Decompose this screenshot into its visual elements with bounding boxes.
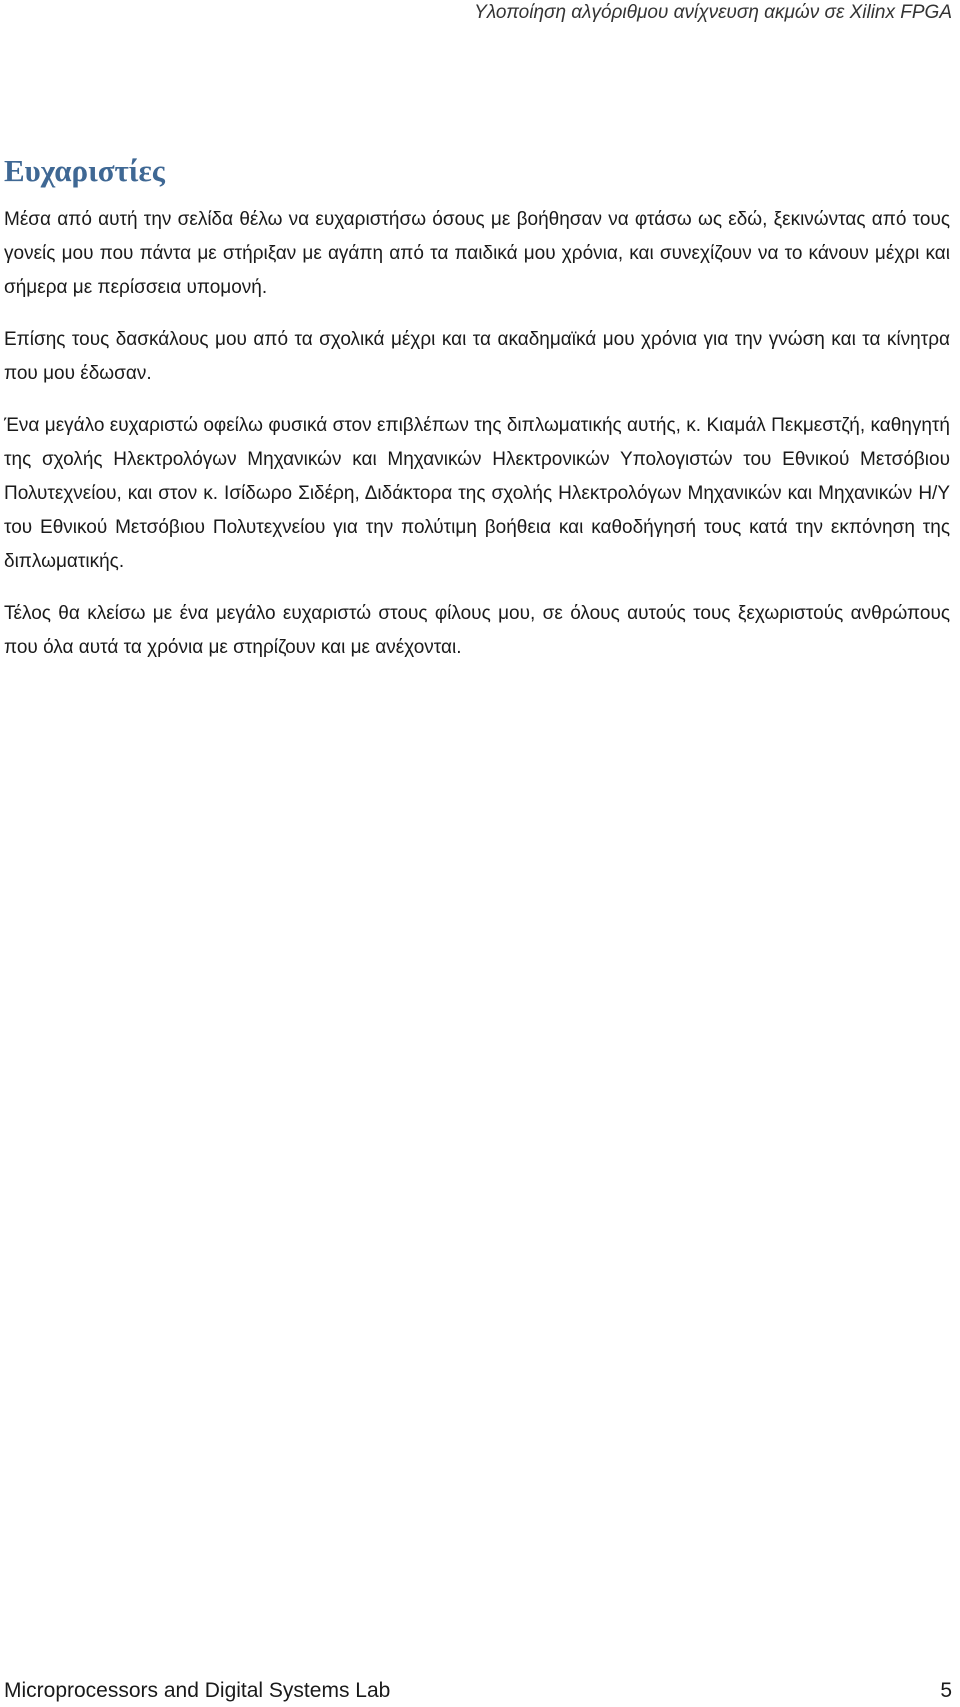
paragraph-friends: Τέλος θα κλείσω με ένα μεγάλο ευχαριστώ στους φίλους μου, σε όλους αυτούς τους ξεχωριστούς ανθρώπους που όλα αυτά τα χρόνια με στηρίζουν και με ανέχονται. [4, 603, 950, 659]
paragraph-teachers: Επίσης τους δασκάλους μου από τα σχολικά μέχρι και τα ακαδημαϊκά μου χρόνια για την γνώση και τα κίνητρα που μου έδωσαν. [4, 329, 950, 385]
footer-page-number: 5 [940, 1679, 952, 1702]
acknowledgements-section [4, 152, 950, 683]
footer-lab-name: Microprocessors and Digital Systems Lab [4, 1679, 391, 1702]
running-header: Υλοποίηση αλγόριθμου ανίχνευση ακμών σε Xilinx FPGA [474, 2, 952, 23]
paragraph-supervisors: Ένα μεγάλο ευχαριστώ οφείλω φυσικά στον επιβλέπων της διπλωματικής αυτής, κ. Κιαμάλ Πεκμεστζή, καθηγητή της σχολής Ηλεκτρολόγων Μηχανικών και Μηχανικών Ηλεκτρονικών Υπολογιστών του Εθνικού Μετσόβιου Πολυτεχνείου, και στον κ. Ισίδωρο Σιδέρη, Διδάκτορα της σχολής Ηλεκτρολόγων Μηχανικών και Μηχανικών Η/Υ του Εθνικού Μετσόβιου Πολυτεχνείου για την πολύτιμη βοήθεια και καθοδήγησή τους κατά την εκπόνηση της διπλωματικής. [4, 415, 950, 573]
section-title: Ευχαριστίες [4, 153, 165, 188]
paragraph-parents: Μέσα από αυτή την σελίδα θέλω να ευχαριστήσω όσους με βοήθησαν να φτάσω ως εδώ, ξεκινώντας από τους γονείς μου που πάντα με στήριξαν με αγάπη από τα παιδικά μου χρόνια, και συνεχίζουν να το κάνουν μέχρι και σήμερα με περίσσεια υπομονή. [4, 209, 950, 299]
